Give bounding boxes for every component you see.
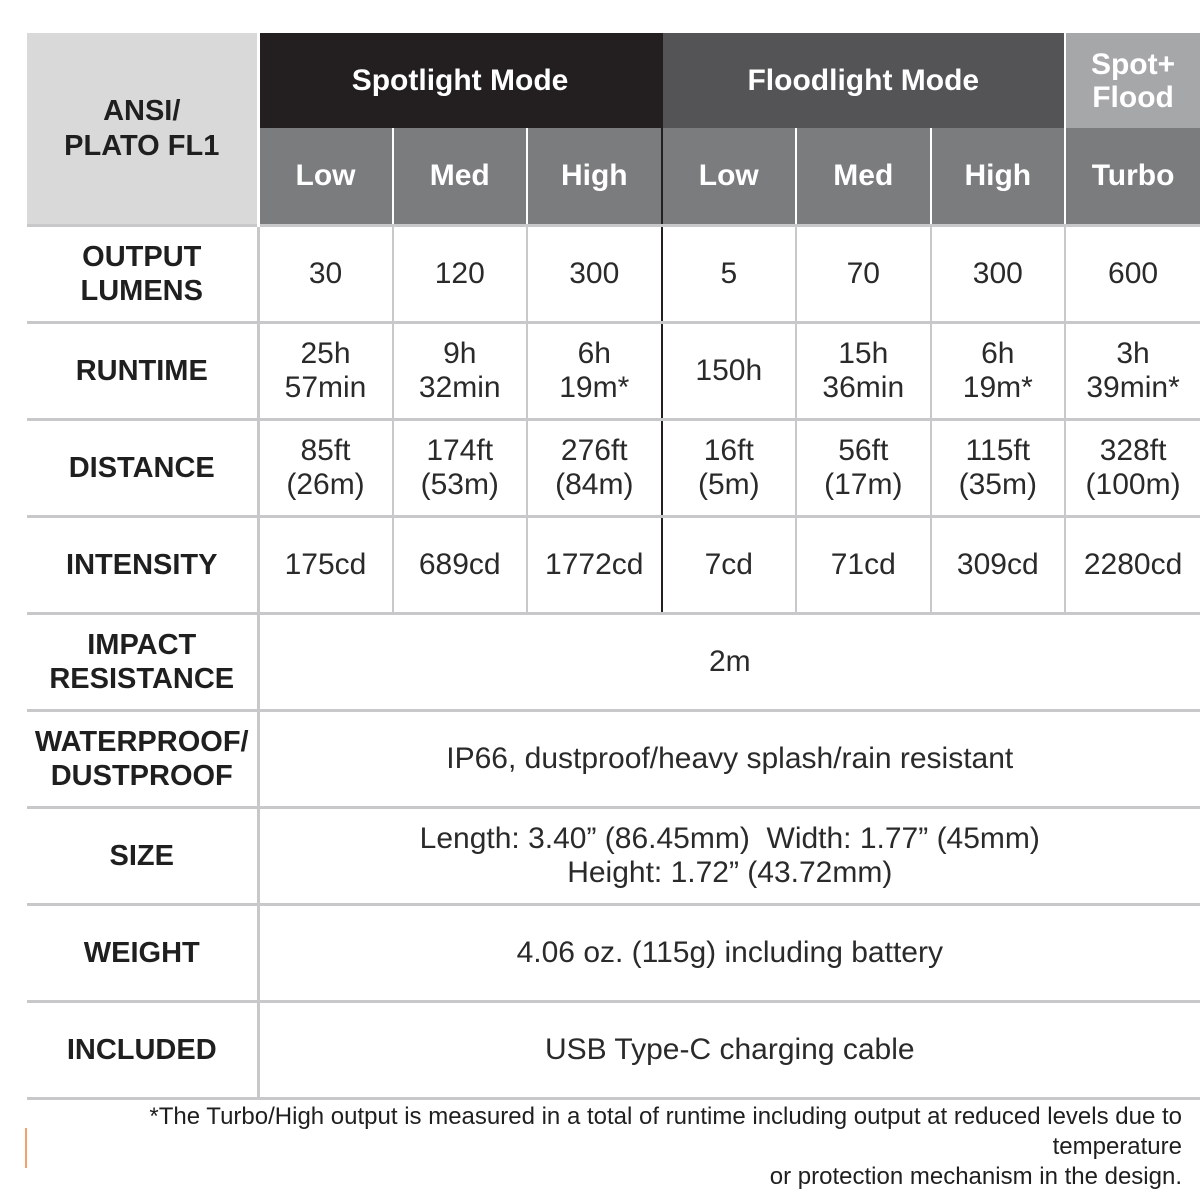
distance-value-line1: 16ft bbox=[703, 434, 754, 467]
runtime-value-line1: 6h bbox=[577, 337, 611, 370]
output-label-line2: LUMENS bbox=[80, 275, 203, 307]
standard-label-line2: PLATO FL1 bbox=[64, 129, 220, 162]
waterproof-label-line2: DUSTPROOF bbox=[50, 760, 233, 792]
intensity-row bbox=[27, 517, 1200, 614]
runtime-value-line1: 150h bbox=[695, 354, 763, 387]
weight-label: WEIGHT bbox=[27, 905, 258, 1002]
runtime-value bbox=[796, 323, 931, 420]
header-row-groups bbox=[27, 33, 1200, 128]
intensity-value: 175cd bbox=[258, 517, 393, 614]
spot-flood-line2: Flood bbox=[1092, 80, 1174, 114]
mode-header-flood-high: High bbox=[931, 128, 1066, 226]
size-label: SIZE bbox=[27, 808, 258, 905]
distance-label: DISTANCE bbox=[27, 420, 258, 517]
output-row bbox=[27, 226, 1200, 323]
mode-header-flood-low: Low bbox=[662, 128, 797, 226]
weight-value: 4.06 oz. (115g) including battery bbox=[258, 905, 1200, 1002]
impact-value: 2m bbox=[258, 614, 1200, 711]
mode-header-turbo: Turbo bbox=[1065, 128, 1200, 226]
output-label-line1: OUTPUT bbox=[82, 241, 202, 273]
output-value: 30 bbox=[258, 226, 393, 323]
runtime-value bbox=[527, 323, 662, 420]
distance-value bbox=[931, 420, 1066, 517]
distance-value bbox=[662, 420, 797, 517]
runtime-value bbox=[931, 323, 1066, 420]
distance-row bbox=[27, 420, 1200, 517]
size-value bbox=[258, 808, 1200, 905]
distance-value-line1: 328ft bbox=[1099, 434, 1167, 467]
floodlight-mode-header: Floodlight Mode bbox=[662, 33, 1066, 128]
standard-label-line1: ANSI/ bbox=[103, 94, 181, 127]
impact-label-line1: IMPACT bbox=[87, 629, 197, 661]
included-label: INCLUDED bbox=[27, 1002, 258, 1099]
output-value: 70 bbox=[796, 226, 931, 323]
runtime-row bbox=[27, 323, 1200, 420]
distance-value-line1: 174ft bbox=[426, 434, 494, 467]
output-value: 300 bbox=[527, 226, 662, 323]
size-row bbox=[27, 808, 1200, 905]
included-value: USB Type-C charging cable bbox=[258, 1002, 1200, 1099]
intensity-value: 309cd bbox=[931, 517, 1066, 614]
accent-mark bbox=[25, 1128, 27, 1168]
runtime-value-line2: 57min bbox=[284, 371, 367, 404]
distance-value-line1: 85ft bbox=[300, 434, 351, 467]
runtime-value bbox=[1065, 323, 1200, 420]
waterproof-row bbox=[27, 711, 1200, 808]
standard-label bbox=[27, 33, 258, 226]
intensity-value: 7cd bbox=[662, 517, 797, 614]
output-label bbox=[27, 226, 258, 323]
intensity-label: INTENSITY bbox=[27, 517, 258, 614]
runtime-value-line1: 25h bbox=[300, 337, 351, 370]
included-row bbox=[27, 1002, 1200, 1099]
footnote-line1: *The Turbo/High output is measured in a total of runtime including output at reduced levels due to temperature bbox=[149, 1103, 1182, 1160]
distance-value-line2: (100m) bbox=[1085, 468, 1181, 501]
intensity-value: 2280cd bbox=[1065, 517, 1200, 614]
mode-header-spot-med: Med bbox=[393, 128, 528, 226]
impact-label bbox=[27, 614, 258, 711]
runtime-value-line1: 9h bbox=[443, 337, 477, 370]
waterproof-value: IP66, dustproof/heavy splash/rain resistant bbox=[258, 711, 1200, 808]
size-value-line2: Height: 1.72” (43.72mm) bbox=[567, 856, 893, 889]
distance-value bbox=[796, 420, 931, 517]
spot-flood-header bbox=[1065, 33, 1200, 128]
output-value: 300 bbox=[931, 226, 1066, 323]
distance-value-line2: (17m) bbox=[824, 468, 903, 501]
output-value: 120 bbox=[393, 226, 528, 323]
distance-value bbox=[258, 420, 393, 517]
intensity-value: 689cd bbox=[393, 517, 528, 614]
size-value-line1: Length: 3.40” (86.45mm) Width: 1.77” (45mm) bbox=[419, 822, 1040, 855]
intensity-value: 71cd bbox=[796, 517, 931, 614]
waterproof-label bbox=[27, 711, 258, 808]
mode-header-spot-low: Low bbox=[258, 128, 393, 226]
intensity-value: 1772cd bbox=[527, 517, 662, 614]
distance-value bbox=[1065, 420, 1200, 517]
spotlight-mode-header: Spotlight Mode bbox=[258, 33, 662, 128]
distance-value-line2: (26m) bbox=[286, 468, 365, 501]
runtime-value-line2: 32min bbox=[418, 371, 501, 404]
footnote bbox=[22, 1102, 1182, 1192]
runtime-value-line1: 3h bbox=[1116, 337, 1150, 370]
distance-value-line1: 115ft bbox=[965, 434, 1031, 467]
impact-label-line2: RESISTANCE bbox=[49, 663, 235, 695]
spot-flood-line1: Spot+ bbox=[1090, 47, 1176, 81]
runtime-value-line1: 6h bbox=[981, 337, 1015, 370]
waterproof-label-line1: WATERPROOF/ bbox=[34, 726, 249, 758]
distance-value bbox=[393, 420, 528, 517]
distance-value-line2: (53m) bbox=[420, 468, 499, 501]
runtime-value-line1: 15h bbox=[838, 337, 889, 370]
distance-value-line1: 56ft bbox=[838, 434, 889, 467]
distance-value-line2: (35m) bbox=[958, 468, 1037, 501]
weight-row bbox=[27, 905, 1200, 1002]
runtime-value-line2: 39min* bbox=[1086, 371, 1180, 404]
runtime-value-line2: 19m* bbox=[962, 371, 1033, 404]
mode-header-spot-high: High bbox=[527, 128, 662, 226]
mode-header-flood-med: Med bbox=[796, 128, 931, 226]
runtime-value bbox=[662, 323, 797, 420]
runtime-value bbox=[393, 323, 528, 420]
output-value: 5 bbox=[662, 226, 797, 323]
impact-row bbox=[27, 614, 1200, 711]
distance-value-line2: (5m) bbox=[697, 468, 760, 501]
footnote-line2: or protection mechanism in the design. bbox=[769, 1163, 1182, 1190]
runtime-value-line2: 36min bbox=[822, 371, 905, 404]
runtime-label: RUNTIME bbox=[27, 323, 258, 420]
spec-table bbox=[27, 33, 1200, 1100]
distance-value-line2: (84m) bbox=[555, 468, 634, 501]
runtime-value-line2: 19m* bbox=[559, 371, 630, 404]
distance-value bbox=[527, 420, 662, 517]
runtime-value bbox=[258, 323, 393, 420]
output-value: 600 bbox=[1065, 226, 1200, 323]
distance-value-line1: 276ft bbox=[560, 434, 628, 467]
